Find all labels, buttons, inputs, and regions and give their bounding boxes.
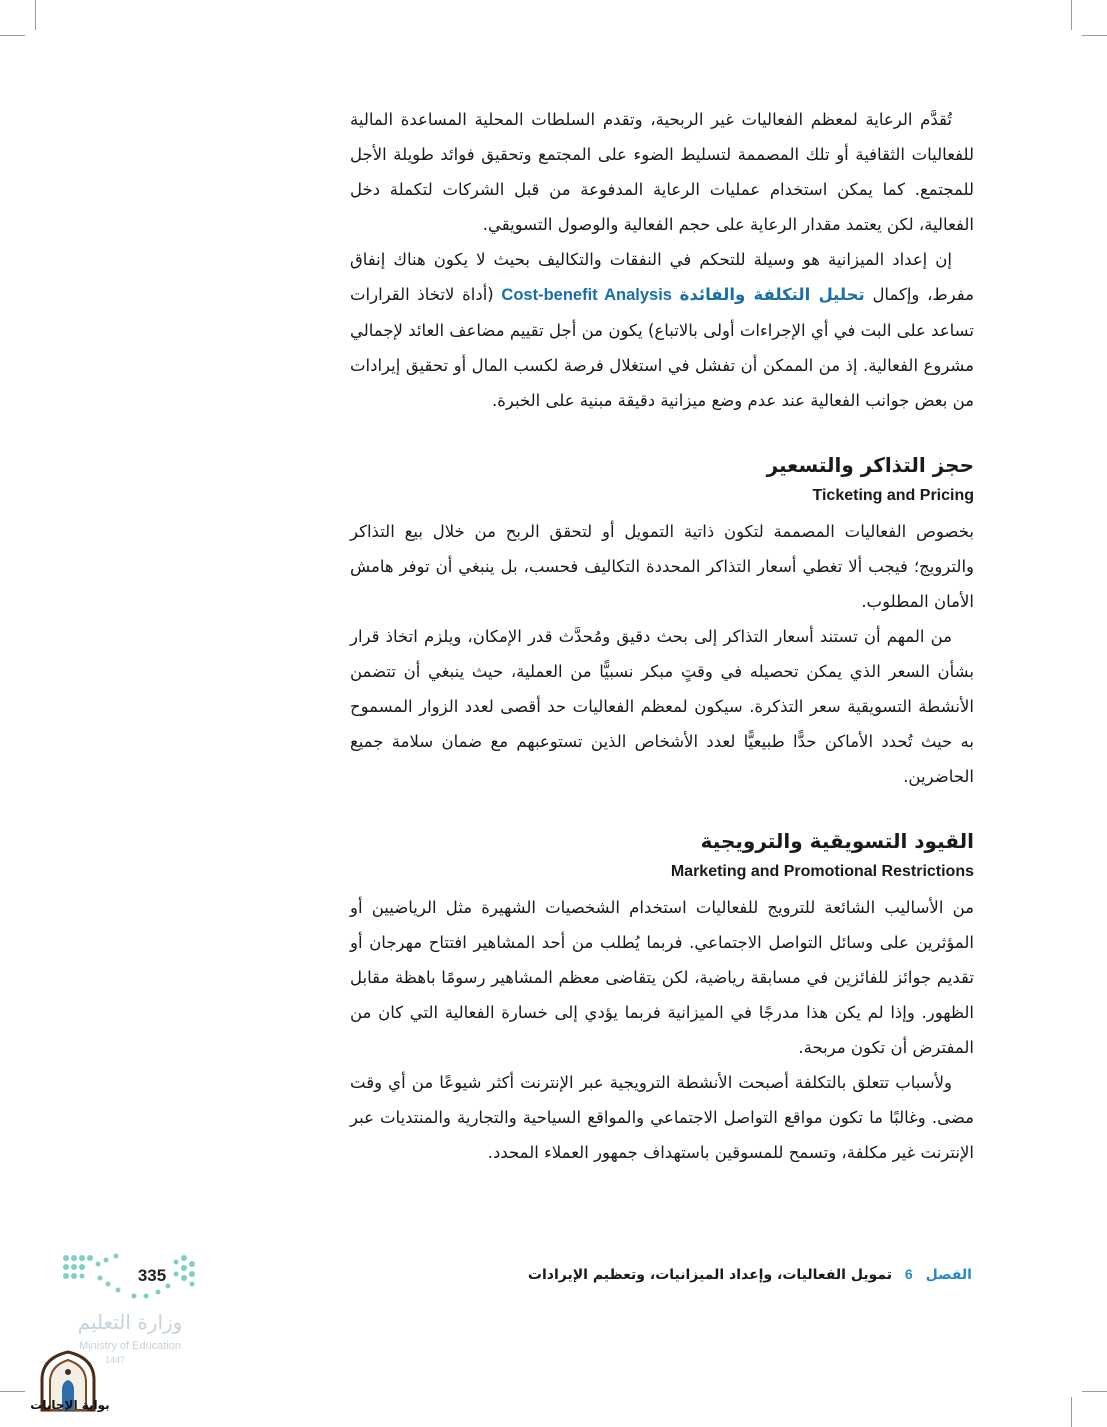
section-title-ticketing-ar: حجز التذاكر والتسعير [766, 453, 974, 477]
crop-mark [1082, 1391, 1107, 1392]
crop-mark [35, 0, 36, 30]
paragraph-ticketing-2: من المهم أن تستند أسعار التذاكر إلى بحث دقيق ومُحدَّث قدر الإمكان، ويلزم اتخاذ قرار بشأن السعر الذي يمكن تحصيله في وقتٍ مبكر نسبيًّا من العملية، حيث ينبغي أن تتضمن الأنشطة التسويقية سعر التذكرة. سيكون لمعظم الفعاليات حد أقصى لعدد الزوار المسموح به حيث تُحدد الأماكن حدًّا طبيعيًّا لعدد الأشخاص الذين تستوعبهم مع ضمان سلامة جميع الحاضرين. [350, 627, 974, 786]
crop-mark [0, 35, 25, 36]
chapter-footer [528, 1266, 972, 1283]
crop-mark [1082, 35, 1107, 36]
chapter-number: 6 [904, 1266, 913, 1282]
crop-mark [1071, 0, 1072, 30]
site-label: بوابة الإجابات [30, 1398, 110, 1412]
ministry-name-english: Ministry of Education [78, 1340, 182, 1352]
page-number: 335 [137, 1266, 167, 1285]
section-title-marketing-ar: القيود التسويقية والترويجية [700, 829, 974, 853]
term-arabic: تحليل التكلفة والفائدة [679, 285, 865, 304]
page-body [350, 102, 974, 1170]
paragraph-ticketing-1: بخصوص الفعاليات المصممة لتكون ذاتية التمويل أو لتحقق الربح من خلال بيع التذاكر والترويج؛ فيجب ألا تغطي أسعار التذاكر المحددة التكاليف فحسب، بل ينبغي أن توفر هامش الأمان المطلوب. [350, 522, 974, 611]
term-english: Cost-benefit Analysis [501, 286, 672, 304]
paragraph-budget [350, 242, 974, 418]
chapter-label: الفصل [925, 1267, 972, 1283]
section-title-ticketing-en: Ticketing and Pricing [812, 487, 974, 504]
paragraph-marketing-2: ولأسباب تتعلق بالتكلفة أصبحت الأنشطة الترويجية عبر الإنترنت أكثر شيوعًا من أي وقت مضى. وغالبًا ما تكون مواقع التواصل الاجتماعي والمواقع السياحية والتجارية والمنتديات عبر الإنترنت غير مكلفة، وتسمح للمسوقين باستهداف جمهور العملاء المحدد. [350, 1073, 974, 1162]
budget-text-after: (أداة لاتخاذ القرارات تساعد على البت في أي الإجراءات أولى بالاتباع) يكون من أجل تقييم مضاعف العائد لإجمالي مشروع الفعالية. إذ من الممكن أن تفشل في استغلال فرصة لكسب المال أو تحقيق إيرادات من بعض جوانب الفعالية عند عدم وضع ميزانية دقيقة مبنية على الخبرة. [350, 285, 974, 410]
budget-text-before: إن إعداد الميزانية هو وسيلة للتحكم في النفقات والتكاليف بحيث لا يكون هناك إنفاق مفرط، وإكمال [350, 250, 974, 304]
ministry-name-arabic: وزارة التعليم [77, 1310, 183, 1334]
paragraph-sponsorship: تُقدَّم الرعاية لمعظم الفعاليات غير الربحية، وتقدم السلطات المحلية المساعدة المالية للفعاليات الثقافية أو تلك المصممة لتسليط الضوء على المجتمع وتحقيق فوائد طويلة الأجل للمجتمع. كما يمكن استخدام عمليات الرعاية المدفوعة من قبل الشركات لتكملة دخل الفعالية، لكن يعتمد مقدار الرعاية على حجم الفعالية والوصول التسويقي. [350, 110, 974, 234]
crop-mark [1071, 1397, 1072, 1427]
crop-mark [0, 1391, 25, 1392]
chapter-title: تمويل الفعاليات، وإعداد الميزانيات، وتعظيم الإيرادات [527, 1267, 893, 1283]
paragraph-marketing-1: من الأساليب الشائعة للترويج للفعاليات استخدام الشخصيات الشهيرة مثل الرياضيين أو المؤثرين على وسائل التواصل الاجتماعي. فربما يُطلب من أحد المشاهير افتتاح مهرجان أو تقديم جوائز للفائزين في مسابقة رياضية، لكن يتقاضى معظم المشاهير رسومًا باهظة مقابل الظهور. وإذا لم يكن هذا مدرجًا في الميزانية فربما يؤدي إلى خسارة الفعالية التي كان من المفترض أن تكون مربحة. [350, 898, 974, 1057]
section-title-marketing-en: Marketing and Promotional Restrictions [670, 863, 974, 880]
ministry-year: 1447 [104, 1355, 126, 1365]
